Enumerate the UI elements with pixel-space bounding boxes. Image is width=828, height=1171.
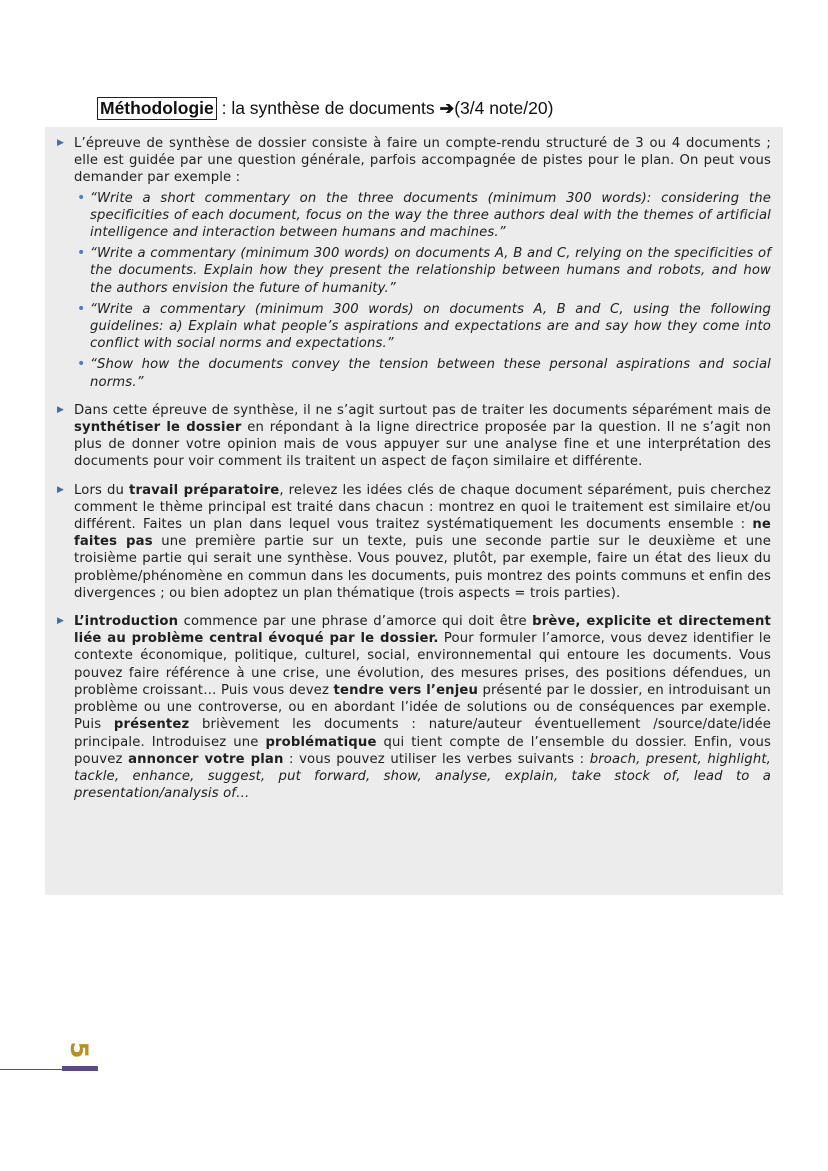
bold-text: L’introduction	[74, 614, 179, 630]
bullet-text: brièvement les documents : nature/auteur éventuellement /source/date/idée principale. Introduisez une	[74, 717, 771, 750]
bullet-text: L’épreuve de synthèse de dossier consiste à faire un compte-rendu structuré de 3 ou 4 documents ; elle est guidée par une question générale, parfois accompagnée de pistes pour le plan. On peut vous demander par exemple :	[74, 136, 771, 186]
example-text: “Write a commentary (minimum 300 words) on documents A, B and C, using the following guidelines: a) Explain what people’s aspirations and expectations are and say how they come into conflict with social norms and expectations.”	[90, 301, 771, 352]
triangle-bullet-icon: ▶	[57, 404, 65, 415]
methodology-panel	[45, 127, 783, 895]
bullet-text: qui tient compte de l’ensemble du dossier. Enfin, vous pouvez	[74, 734, 771, 767]
dot-bullet-icon: •	[77, 300, 86, 317]
triangle-bullet-icon: ▶	[57, 484, 65, 495]
triangle-bullet-icon: ▶	[57, 138, 65, 148]
example-item	[74, 356, 771, 390]
bullet-text: Pour formuler l’amorce, vous devez identifier le contexte économique, politique, culturel, social, environnemental qui entoure les documents. Vous pouvez faire référence à une crise, une évolution, des mesures prises, des positions défendues, un problème croissant… Puis vous devez	[74, 631, 771, 698]
bullet-text: , relevez les idées clés de chaque document séparément, puis cherchez comment le thème principal est traité dans chacun : montrez en quoi le traitement est similaire et/ou différent. Faites un plan dans lequel vous traitez systématiquement les documents ensemble :	[74, 482, 771, 533]
example-text: “Write a commentary (minimum 300 words) on documents A, B and C, relying on the specificities of the documents. Explain how they present the relationship between humans and robots, and how the authors envision the future of humanity.”	[90, 246, 771, 296]
example-item	[74, 190, 771, 242]
example-item	[74, 245, 771, 297]
dot-bullet-icon: •	[77, 245, 86, 262]
example-text: “Show how the documents convey the tension between these personal aspirations and social norms.”	[90, 357, 771, 390]
bullet-text: commence par une phrase d’amorce qui doit être	[178, 614, 533, 630]
bold-text: synthétiser le dossier	[74, 420, 242, 436]
bold-text: tendre vers l’enjeu	[333, 682, 479, 698]
footer-rule-bar	[62, 1066, 98, 1071]
bold-text: travail préparatoire	[128, 482, 280, 498]
example-text: “Write a short commentary on the three documents (minimum 300 words): considering the specificities of each document, focus on the way the three authors deal with the themes of artificial intelligence and interaction between humans and machines.”	[90, 190, 771, 241]
bullet-item	[57, 613, 771, 802]
footer-rule-line	[0, 1069, 62, 1070]
bullet-text: Lors du	[74, 482, 129, 498]
bullet-item	[57, 402, 771, 471]
bullet-text: une première partie sur un texte, puis une seconde partie sur le deuxième et une troisième partie qui serait une synthèse. Vous pouvez, plutôt, par exemple, faire un état des lieux du problème/phénomène en commun dans les documents, puis montrez des points communs et enfin des divergences ; ou bien adoptez un plan thématique (trois aspects = trois parties).	[74, 534, 771, 601]
italic-text: broach, present, highlight, tackle, enhance, suggest, put forward, show, analyse, explain, take stock of, lead to a presentation/analysis of…	[74, 751, 771, 802]
triangle-bullet-icon: ▶	[57, 616, 65, 627]
page-number: 5	[65, 1041, 93, 1059]
bold-text: présentez	[113, 717, 190, 733]
bullet-text: présenté par le dossier, en introduisant un problème ou une controverse, ou en abordant l’idée de solutions ou de conséquences par exemple. Puis	[74, 682, 771, 733]
bold-text: problématique	[265, 734, 377, 750]
bullet-item	[57, 135, 771, 391]
title-note: (3/4 note/20)	[454, 98, 554, 118]
title-text: : la synthèse de documents	[216, 98, 440, 118]
bold-text: ne faites pas	[74, 517, 771, 550]
arrow-right-icon: ➔	[439, 98, 455, 118]
bullet-text: Dans cette épreuve de synthèse, il ne s’agit surtout pas de traiter les documents séparément mais de	[74, 402, 771, 418]
bold-text: brève, explicite et directement liée au problème central évoqué par le dossier.	[74, 614, 771, 647]
page-title	[97, 98, 797, 119]
bold-text: annoncer votre plan	[128, 751, 284, 767]
example-list	[74, 190, 771, 391]
example-item	[74, 301, 771, 353]
title-boxed-label: Méthodologie	[97, 97, 217, 120]
dot-bullet-icon: •	[77, 189, 86, 206]
bullet-item	[57, 482, 771, 602]
bullet-text: : vous pouvez utiliser les verbes suivants :	[283, 751, 590, 767]
bullet-text: en répondant à la ligne directrice proposée par la question. Il ne s’agit non plus de donner votre opinion mais de vous appuyer sur une analyse fine et une interprétation des documents pour voir comment ils traitent un aspect de façon similaire et différente.	[74, 420, 771, 470]
dot-bullet-icon: •	[77, 356, 86, 373]
